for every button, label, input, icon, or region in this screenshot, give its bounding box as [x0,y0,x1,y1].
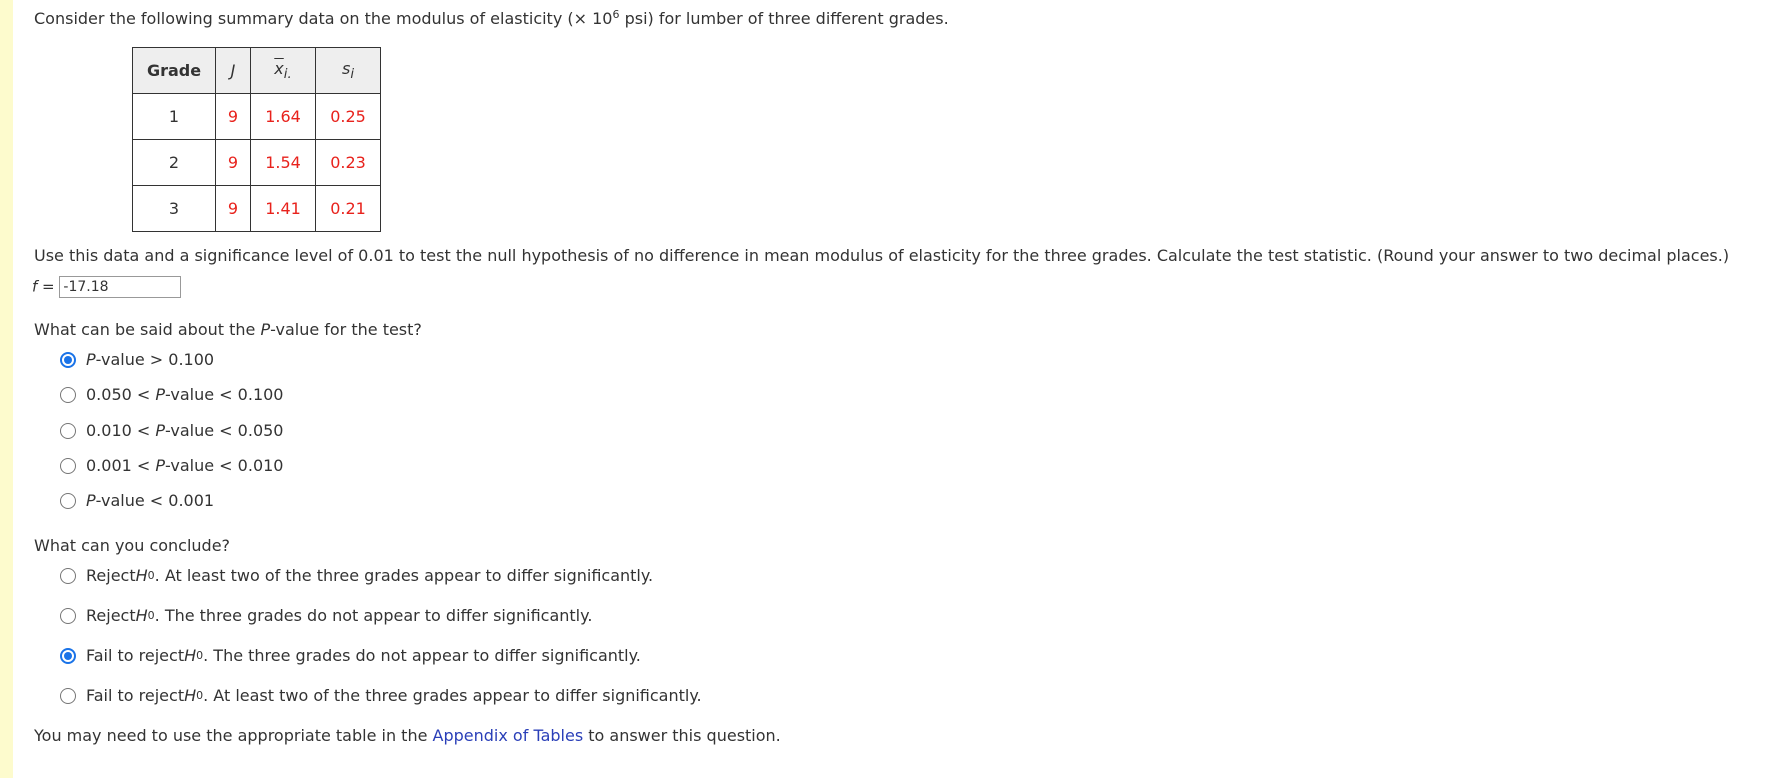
appendix-tables-link[interactable]: Appendix of Tables [432,726,584,745]
conclusion-option-1[interactable]: Reject H 0 . At least two of the three grades appear to differ significantly. [60,566,653,585]
cell-grade: 3 [133,186,216,232]
conclusion-option-4[interactable]: Fail to reject H 0 . At least two of the three grades appear to differ significantly. [60,686,702,705]
conclusion-option-3[interactable]: Fail to reject H 0 . The three grades do not appear to differ significantly. [60,646,641,665]
pvalue-option-4[interactable]: 0.001 < P -value < 0.010 [60,456,283,475]
radio-unselected[interactable] [60,608,76,624]
radio-unselected[interactable] [60,688,76,704]
table-row [133,140,381,186]
radio-unselected[interactable] [60,387,76,403]
header-grade: Grade [133,48,216,94]
cell-xbar: 1.64 [251,94,316,140]
cell-grade: 1 [133,94,216,140]
header-j: J [216,48,251,94]
radio-unselected[interactable] [60,493,76,509]
cell-j: 9 [216,94,251,140]
footer-note: You may need to use the appropriate table in the Appendix of Tables to answer this question. [34,726,781,745]
radio-unselected[interactable] [60,423,76,439]
conclusion-option-2[interactable]: Reject H 0 . The three grades do not appear to differ significantly. [60,606,592,625]
pvalue-question: What can be said about the P-value for the test? [34,320,422,339]
table-row [133,186,381,232]
conclusion-question: What can you conclude? [34,536,231,555]
radio-unselected[interactable] [60,568,76,584]
cell-xbar: 1.54 [251,140,316,186]
test-statistic-question: Use this data and a significance level of 0.01 to test the null hypothesis of no difference in mean modulus of elasticity for the three grades. Calculate the test statistic. (Round your answer to two decimal places.) [34,246,1730,265]
table-row [133,94,381,140]
pvalue-option-1[interactable]: P -value > 0.100 [60,350,214,369]
left-margin-strip [0,0,13,778]
summary-table [132,47,381,232]
cell-s: 0.25 [316,94,381,140]
cell-j: 9 [216,186,251,232]
radio-unselected[interactable] [60,458,76,474]
radio-selected[interactable] [60,648,76,664]
header-xbar: $\overline{x}_{i.}$ [251,48,316,94]
f-answer-input[interactable] [59,276,181,298]
cell-j: 9 [216,140,251,186]
header-s: $s_i$ [316,48,381,94]
cell-xbar: 1.41 [251,186,316,232]
intro-text: Consider the following summary data on the modulus of elasticity (× $10^6$ psi) for lumber of three different grades. [34,8,949,28]
cell-s: 0.21 [316,186,381,232]
table-header-row [133,48,381,94]
f-answer-row: f = -17.18 [32,276,181,298]
pvalue-option-5[interactable]: P -value < 0.001 [60,491,214,510]
cell-grade: 2 [133,140,216,186]
cell-s: 0.23 [316,140,381,186]
radio-selected[interactable] [60,352,76,368]
pvalue-option-3[interactable]: 0.010 < P -value < 0.050 [60,421,283,440]
f-label: f [32,277,38,296]
pvalue-option-2[interactable]: 0.050 < P -value < 0.100 [60,385,283,404]
